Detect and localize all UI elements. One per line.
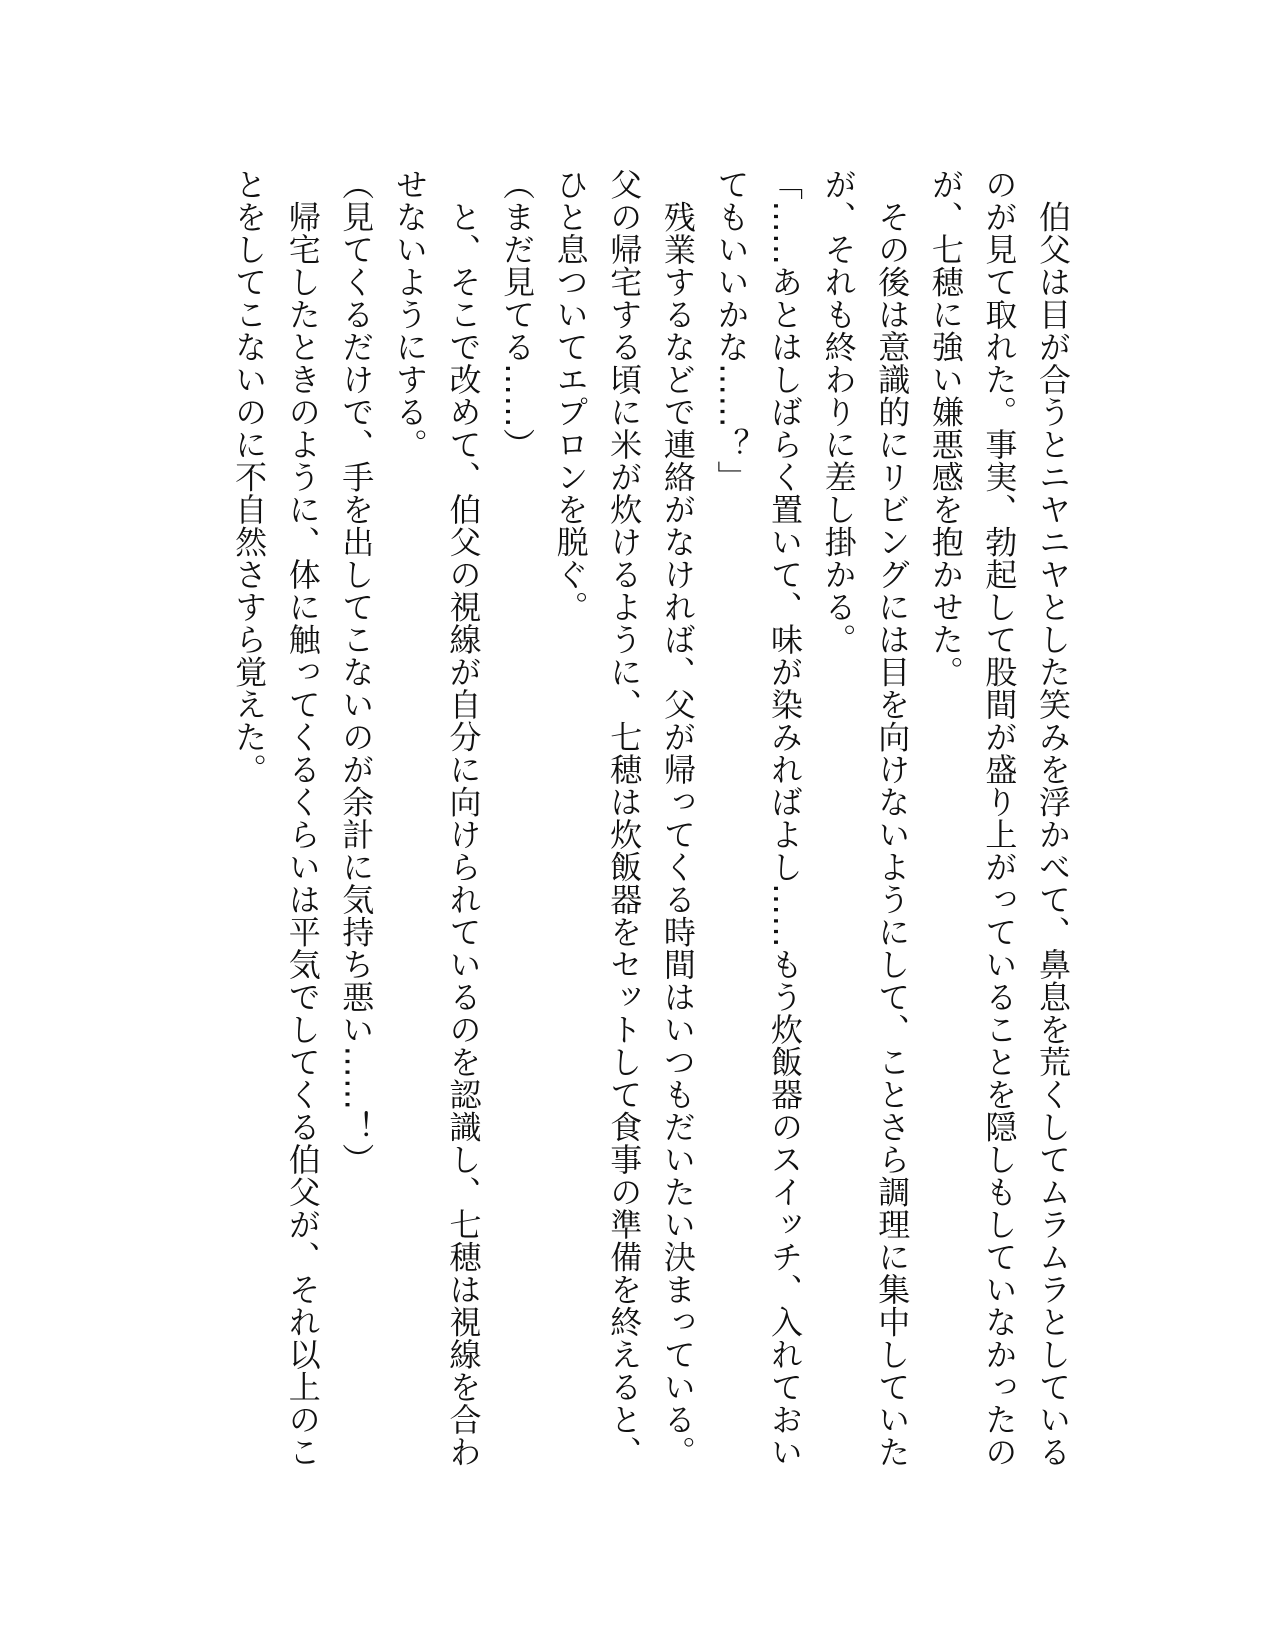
vertical-text-body [222, 168, 1080, 1488]
paragraph-8: 帰宅したときのように、体に触ってくるくらいは平気でしてくる伯父が、それ以上のことをしてこないのに不自然さすら覚えた。 [230, 168, 322, 1468]
paragraph-6: と、そこで改めて、伯父の視線が自分に向けられているのを認識し、七穂は視線を合わせないようにする。 [390, 168, 483, 1468]
paragraph-2: その後は意識的にリビングには目を向けないようにして、ことさら調理に集中していたが、それも終わりに差し掛かる。 [819, 168, 912, 1468]
paragraph-4: 残業するなどで連絡がなければ、父が帰ってくる時間はいつもだいたい決まっている。父の帰宅する頃に米が炊けるように、七穂は炊飯器をセットして食事の準備を終えると、ひと息ついてエプロンを脱ぐ。 [551, 168, 697, 1468]
paragraph-3-dialogue: 「……あとはしばらく置いて、味が染みればよし……もう炊飯器のスイッチ、入れておいてもいいかな……？」 [712, 168, 805, 1468]
paragraph-1: 伯父は目が合うとニヤニヤとした笑みを浮かべて、鼻息を荒くしてムラムラとしているのが見て取れた。事実、勃起して股間が盛り上がっていることを隠しもしていなかったのが、七穂に強い嫌悪感を抱かせた。 [926, 168, 1072, 1468]
paragraph-7-thought: （見てくるだけで、手を出してこないのが余計に気持ち悪い……！） [337, 168, 376, 1176]
paragraph-5-thought: （まだ見てる……） [498, 168, 537, 461]
